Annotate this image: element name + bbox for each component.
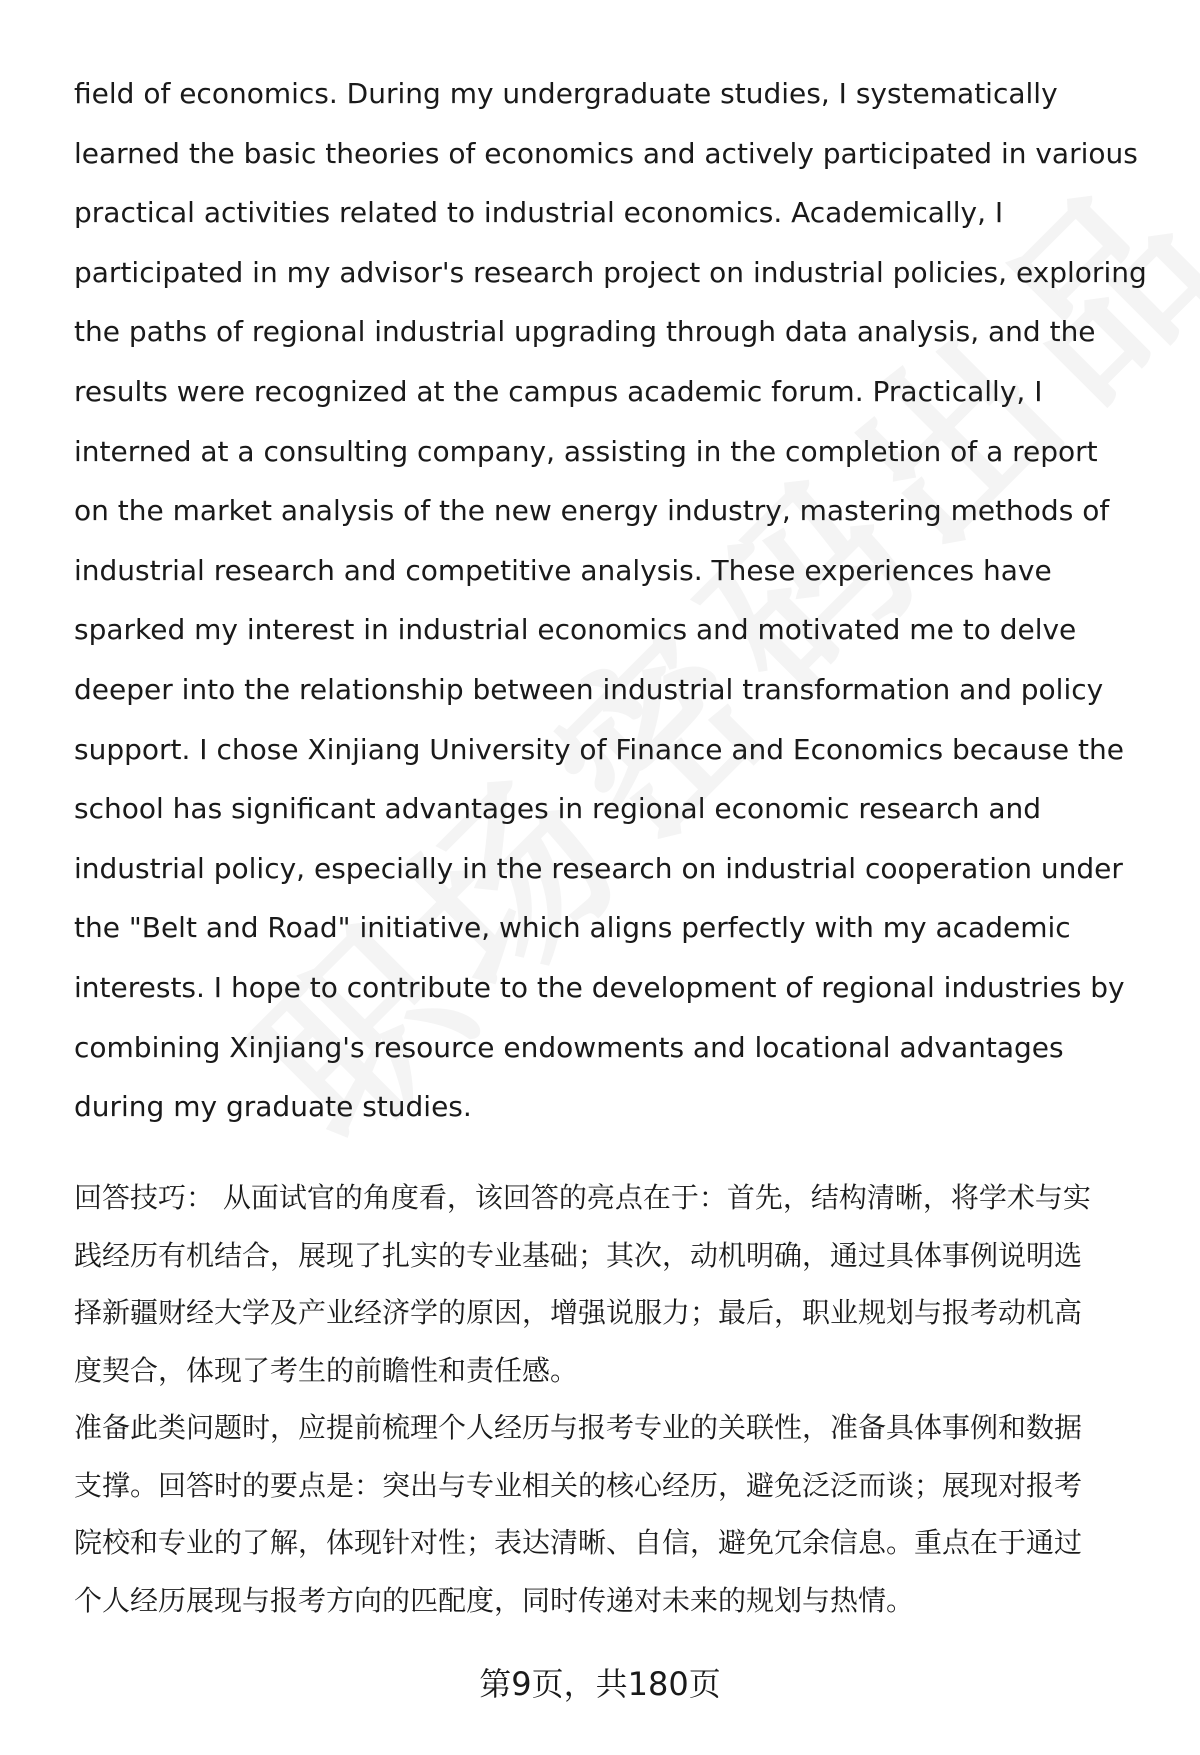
text-line: the "Belt and Road" initiative, which aligns perfectly with my academic bbox=[74, 911, 1071, 945]
text-line: 度契合，体现了考生的前瞻性和责任感。 bbox=[74, 1353, 579, 1387]
text-line: deeper into the relationship between industrial transformation and policy bbox=[74, 672, 1104, 706]
text-line: on the market analysis of the new energy industry, mastering methods of bbox=[74, 494, 1110, 528]
text-line: 个人经历展现与报考方向的匹配度，同时传递对未来的规划与热情。 bbox=[74, 1583, 915, 1617]
answer-paragraph-english bbox=[74, 64, 1164, 1137]
text-line: learned the basic theories of economics and actively participated in various bbox=[74, 136, 1138, 170]
page-footer: 第9页，共180页 bbox=[479, 1665, 721, 1703]
text-line: school has significant advantages in regional economic research and bbox=[74, 792, 1042, 826]
text-line: interests. I hope to contribute to the development of regional industries by bbox=[74, 970, 1125, 1004]
text-line: 准备此类问题时，应提前梳理个人经历与报考专业的关联性，准备具体事例和数据 bbox=[74, 1411, 1083, 1444]
answer-tips-paragraph bbox=[74, 1169, 1164, 1399]
text-line: interned at a consulting company, assisting in the completion of a report bbox=[74, 434, 1098, 468]
text-line: field of economics. During my undergraduate studies, I systematically bbox=[74, 77, 1058, 110]
text-line: combining Xinjiang's resource endowments and locational advantages bbox=[74, 1030, 1064, 1064]
text-line: 院校和专业的了解，体现针对性；表达清晰、自信，避免冗余信息。重点在于通过 bbox=[74, 1526, 1083, 1559]
text-line: industrial research and competitive analysis. These experiences have bbox=[74, 553, 1052, 587]
text-line: 回答技巧： 从面试官的角度看，该回答的亮点在于：首先，结构清晰，将学术与实 bbox=[74, 1181, 1091, 1214]
text-line: practical activities related to industrial economics. Academically, I bbox=[74, 196, 1004, 230]
text-line: sparked my interest in industrial economics and motivated me to delve bbox=[74, 613, 1077, 647]
text-line: 践经历有机结合，展现了扎实的专业基础；其次，动机明确，通过具体事例说明选 bbox=[74, 1238, 1083, 1272]
text-line: the paths of regional industrial upgrading through data analysis, and the bbox=[74, 315, 1096, 349]
text-line: support. I chose Xinjiang University of Finance and Economics because the bbox=[74, 732, 1124, 766]
text-line: during my graduate studies. bbox=[74, 1090, 472, 1124]
text-line: 择新疆财经大学及产业经济学的原因，增强说服力；最后，职业规划与报考动机高 bbox=[74, 1296, 1083, 1329]
text-line: participated in my advisor's research project on industrial policies, exploring bbox=[74, 255, 1147, 289]
text-line: 支撑。回答时的要点是：突出与专业相关的核心经历，避免泛泛而谈；展现对报考 bbox=[74, 1468, 1083, 1502]
preparation-advice-paragraph bbox=[74, 1399, 1164, 1629]
text-line: industrial policy, especially in the research on industrial cooperation under bbox=[74, 851, 1123, 885]
text-line: results were recognized at the campus academic forum. Practically, I bbox=[74, 374, 1043, 408]
